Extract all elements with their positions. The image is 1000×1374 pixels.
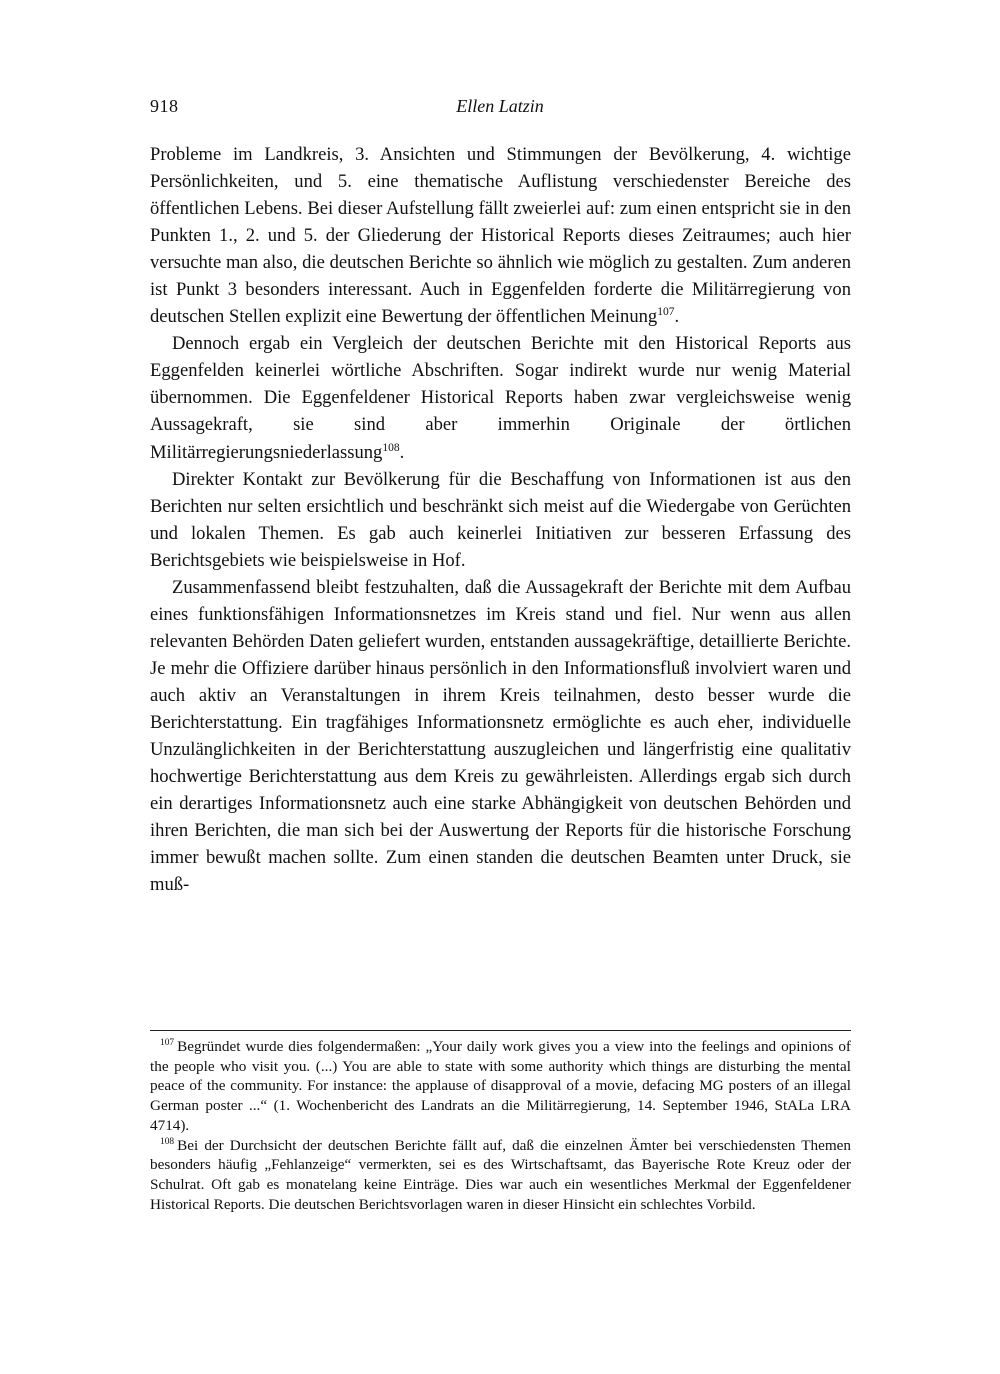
paragraph-text: Zusammenfassend bleibt festzuhalten, daß die Aussagekraft der Berichte mit dem Aufbau eines funktionsfähigen Informationsnetzes im Kreis stand und fiel. Nur wenn aus allen relevanten Behörden Daten geliefert wurden, entstanden aussagekräftige, detaillierte Berichte. Je mehr die Offiziere darüber hinaus persönlich in den Informationsfluß involviert waren und auch aktiv an Veranstaltungen in ihrem Kreis teilnahmen, desto besser wurde die Berichterstattung. Ein tragfähiges Informationsnetz ermöglichte es auch eher, individuelle Unzulänglichkeiten in der Berichterstattung auszugleichen und längerfristig eine qualitativ hochwertige Berichterstattung aus dem Kreis zu gewährleisten. Allerdings ergab sich durch ein derartiges Informationsnetz auch eine starke Abhängigkeit von deutschen Behörden und ihren Berichten, die man sich bei der Auswertung der Reports für die historische Forschung immer bewußt machen sollte. Zum einen standen die deutschen Beamten unter Druck, sie muß- [150,576,851,896]
footnote-text: Bei der Durchsicht der deutschen Berichte fällt auf, daß die einzelnen Ämter bei verschiedensten Themen besonders häufig „Fehlanzeige“ vermerkten, sei es des Wirtschaftsamt, das Bayerische Rote Kreuz oder der Schulrat. Oft gab es monatelang keine Einträge. Dies war auch ein wesentliches Merkmal der Eggenfeldener Historical Reports. Die deutschen Berichtsvorlagen waren in dieser Hinsicht ein schlechtes Vorbild. [150,1136,851,1213]
paragraph-text: Dennoch ergab ein Vergleich der deutschen Berichte mit den Historical Reports aus Eggenfelden keinerlei wörtliche Abschriften. Sogar indirekt wurde nur wenig Material übernommen. Die Eggenfeldener Historical Reports haben zwar vergleichsweise wenig Aussagekraft, sie sind aber immerhin Originale der örtlichen Militärregierungsniederlassung [150,333,851,463]
sentence-end: . [674,306,680,328]
footnote-ref-108[interactable]: 108 [382,441,400,454]
paragraph-4 [150,574,851,899]
sentence-end: . [399,441,405,463]
footnote-107 [150,1037,851,1136]
footnotes [150,1037,851,1214]
footnote-number: 107 [160,1037,175,1048]
running-title: Ellen Latzin [456,96,544,116]
main-text [150,141,851,898]
paragraph-1 [150,141,851,330]
page-number: 918 [150,96,179,116]
footnote-text: Begründet wurde dies folgendermaßen: „Your daily work gives you a view into the feelings and opinions of the people who visit you. (...) You are able to state with some authority which things are disturbing the mental peace of the community. For instance: the applause of disapproval of a movie, defacing MG posters of an illegal German poster ...“ (1. Wochenbericht des Landrats an die Militärregierung, 14. September 1946, StALa LRA 4714). [150,1038,851,1134]
footnote-number: 108 [160,1136,175,1147]
paragraph-3 [150,466,851,574]
paragraph-2 [150,330,851,465]
paragraph-text: Probleme im Landkreis, 3. Ansichten und Stimmungen der Bevölkerung, 4. wichtige Persönlichkeiten, und 5. eine thematische Auflistung verschiedenster Bereiche des öffentlichen Lebens. Bei dieser Aufstellung fällt zweierlei auf: zum einen entspricht sie in den Punkten 1., 2. und 5. der Gliederung der Historical Reports dieses Zeitraumes; auch hier versuchte man also, die deutschen Berichte so ähnlich wie möglich zu gestalten. Zum anderen ist Punkt 3 besonders interessant. Auch in Eggenfelden forderte die Militärregierung von deutschen Stellen explizit eine Bewertung der öffentlichen Meinung [150,144,851,328]
footnote-separator [150,1030,851,1031]
footnote-108 [150,1136,851,1215]
footnote-ref-107[interactable]: 107 [657,306,675,319]
paragraph-text: Direkter Kontakt zur Bevölkerung für die Beschaffung von Informationen ist aus den Berichten nur selten ersichtlich und beschränkt sich meist auf die Wiedergabe von Gerüchten und lokalen Themen. Es gab auch keinerlei Initiativen zur besseren Erfassung des Berichtsgebiets wie beispielsweise in Hof. [150,468,851,571]
